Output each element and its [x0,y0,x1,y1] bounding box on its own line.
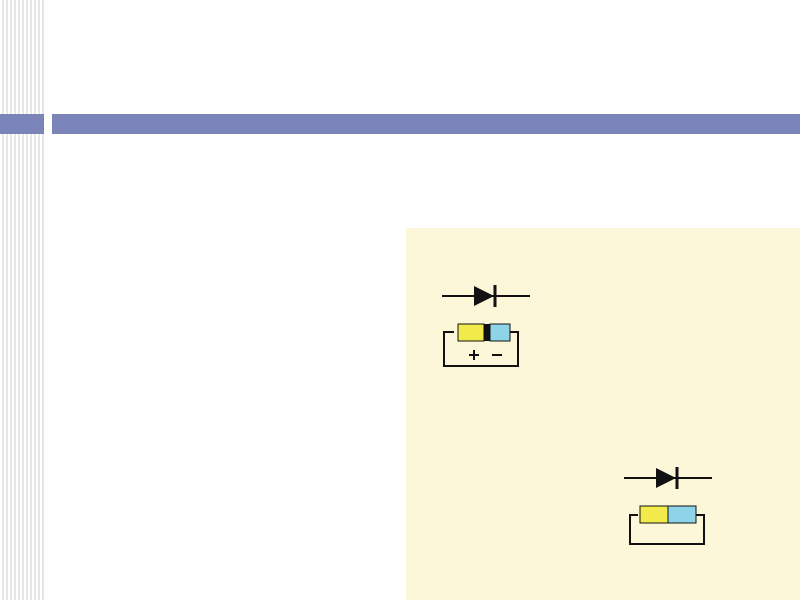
chart-svg [406,228,800,600]
title-band [52,114,800,134]
left-stripe-decoration [0,0,44,600]
chart-background [406,228,800,600]
iv-characteristic-chart [406,228,800,600]
title-band-left [0,114,44,134]
